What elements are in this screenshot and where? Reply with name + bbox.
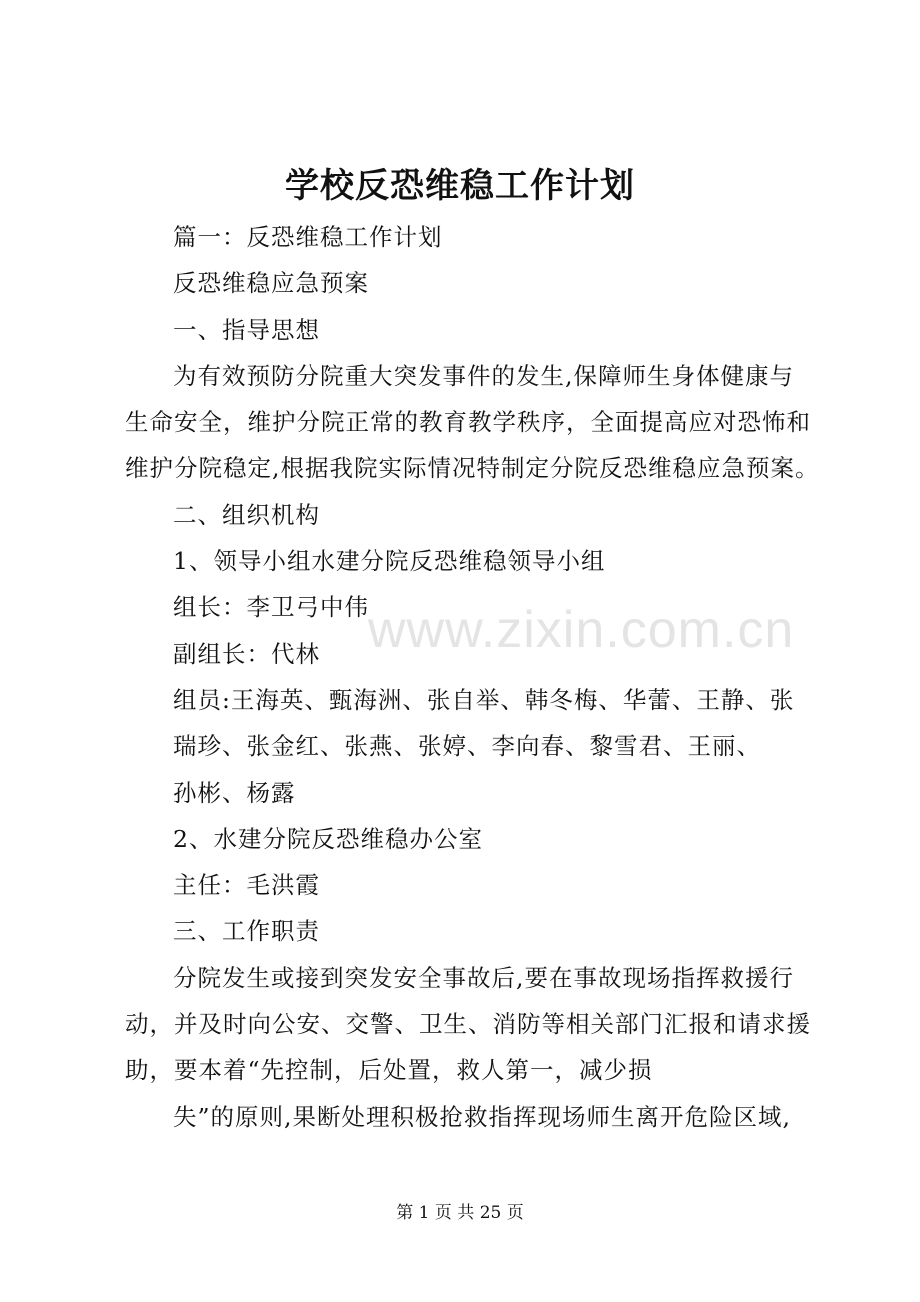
document-body bbox=[125, 214, 820, 1140]
page-footer: 第 1 页 共 25 页 bbox=[396, 1203, 524, 1223]
paragraph-line: 为有效预防分院重大突发事件的发生,保障师生身体健康与 bbox=[173, 361, 794, 390]
section-heading: 一、指导思想 bbox=[173, 315, 320, 344]
paragraph-line: 2、水建分院反恐维稳办公室 bbox=[173, 824, 483, 853]
section-heading: 二、组织机构 bbox=[173, 500, 320, 529]
paragraph-line: 动，并及时向公安、交警、卫生、消防等相关部门汇报和请求援 bbox=[125, 1010, 811, 1039]
paragraph-line: 维护分院稳定,根据我院实际情况特制定分院反恐维稳应急预案。 bbox=[125, 454, 820, 483]
paragraph-line: 失”的原则,果断处理积极抢救指挥现场师生离开危险区域, bbox=[173, 1102, 791, 1131]
paragraph-line: 分院发生或接到突发安全事故后,要在事故现场指挥救援行 bbox=[173, 963, 794, 992]
paragraph-line: 孙彬、杨露 bbox=[173, 778, 296, 807]
paragraph-line: 组长：李卫弓中伟 bbox=[173, 593, 369, 622]
paragraph-line: 副组长：代林 bbox=[173, 639, 320, 668]
paragraph-line: 组员:王海英、甄海洲、张自举、韩冬梅、华蕾、王静、张 bbox=[173, 685, 795, 714]
paragraph-line: 主任：毛洪霞 bbox=[173, 871, 320, 900]
paragraph-line: 助，要本着“先控制，后处置，救人第一，减少损 bbox=[125, 1056, 653, 1085]
watermark: www.zixin.com.cn bbox=[368, 601, 795, 659]
paragraph-line: 1、领导小组水建分院反恐维稳领导小组 bbox=[173, 547, 606, 576]
section-heading: 三、工作职责 bbox=[173, 917, 320, 946]
paragraph-line: 篇一：反恐维稳工作计划 bbox=[173, 223, 443, 251]
document-title: 学校反恐维稳工作计划 bbox=[285, 166, 635, 206]
paragraph-line: 反恐维稳应急预案 bbox=[173, 269, 369, 298]
paragraph-line: 生命安全，维护分院正常的教育教学秩序，全面提高应对恐怖和 bbox=[125, 408, 811, 437]
paragraph-line: 瑞珍、张金红、张燕、张婷、李向春、黎雪君、王丽、 bbox=[173, 732, 761, 761]
